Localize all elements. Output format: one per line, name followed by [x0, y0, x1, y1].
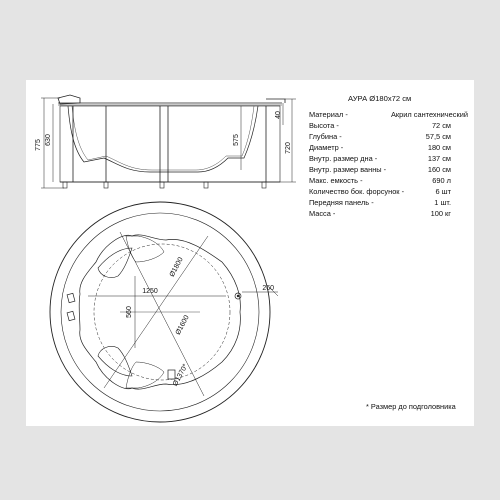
support-foot [104, 182, 108, 188]
side-elevation-view [58, 95, 285, 188]
dim-560-label: 560 [126, 306, 133, 318]
spec-label: Глубина - [309, 132, 342, 141]
product-title: АУРА Ø180х72 см [348, 94, 412, 103]
spec-label: Количество бок. форсунок - [309, 187, 405, 196]
support-foot [63, 182, 67, 188]
spec-row [309, 198, 471, 209]
spec-value: 57,5 см [425, 132, 451, 141]
inner-basin-profile-2 [72, 106, 254, 170]
spec-value: 72 см [431, 121, 451, 130]
spec-list [309, 110, 471, 220]
spec-value: 690 л [432, 176, 451, 185]
jet-nozzle-icon [67, 311, 75, 320]
spec-label: Внутр. размер ванны - [309, 165, 387, 174]
dim-575-label: 575 [233, 134, 240, 146]
footnote: * Размер до подголовника [366, 402, 456, 411]
support-feet [63, 182, 266, 188]
dim-1800-label: Ø1800 [168, 256, 185, 279]
spec-value: 6 шт [435, 187, 451, 196]
dim-40-label: 40 [275, 111, 282, 119]
inner-basin-profile [68, 106, 258, 172]
dim-1370-label: Ø1370* [172, 363, 190, 388]
spec-row [309, 165, 471, 176]
spec-label: Масса - [309, 209, 336, 218]
dim-260-label: 260 [262, 285, 274, 292]
overflow-center-icon [237, 295, 239, 297]
spec-label: Высота - [309, 121, 339, 130]
spec-row [309, 143, 471, 154]
spec-row [309, 209, 471, 220]
spec-row [309, 121, 471, 132]
support-foot [160, 182, 164, 188]
spec-value: 160 см [427, 165, 451, 174]
plan-view [50, 202, 278, 422]
spec-row [309, 176, 471, 187]
spec-value: 1 шт. [434, 198, 451, 207]
jet-nozzle-icon [67, 293, 75, 302]
spec-value: 180 см [427, 143, 451, 152]
spec-label: Материал - [309, 110, 348, 119]
spec-label: Макс. емкость - [309, 176, 363, 185]
front-panel-outline [60, 106, 280, 182]
spec-row [309, 110, 471, 121]
spec-label: Диаметр - [309, 143, 344, 152]
spec-row [309, 132, 471, 143]
dim-1600-label: Ø1600 [174, 314, 191, 337]
spec-value: 137 см [427, 154, 451, 163]
support-foot [262, 182, 266, 188]
spec-row [309, 154, 471, 165]
spec-value: Акрил сантехнический [391, 110, 468, 119]
spec-label: Передняя панель - [309, 198, 374, 207]
spec-label: Внутр. размер дна - [309, 154, 378, 163]
spec-value: 100 кг [430, 209, 451, 218]
jet-nozzle-icon [168, 370, 175, 379]
seat-upper-left [98, 248, 132, 278]
dim-1250-label: 1250 [142, 288, 158, 295]
support-foot [204, 182, 208, 188]
dim-720-label: 720 [285, 142, 292, 154]
rim-right-edge [266, 99, 285, 103]
dim-775-label: 775 [35, 139, 42, 151]
dim-630-label: 630 [45, 134, 52, 146]
spec-row [309, 187, 471, 198]
